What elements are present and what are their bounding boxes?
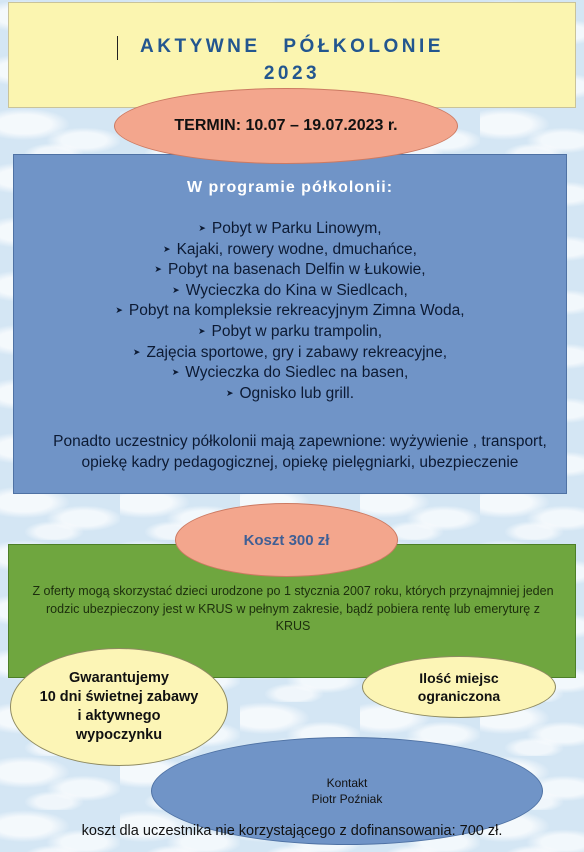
guarantee-line-3: i aktywnego [77,708,161,724]
eligibility-text: Z oferty mogą skorzystać dzieci urodzone po 1 stycznia 2007 roku, których przynajmniej jeden rodzic ubezpieczony jest w KRUS w pełnym zakresie, bądź pobiera rentę lub emeryturę z KRUS [32,584,554,633]
program-item-label: Wycieczka do Kina w Siedlcach, [185,281,408,299]
program-list [14,218,566,403]
program-item [14,280,566,301]
contact-name: Piotr Poźniak [311,792,383,806]
program-item [14,383,566,404]
title-line-1: AKTYWNE PÓŁKOLONIE [140,36,444,57]
program-item [14,300,566,321]
term-text: TERMIN: 10.07 – 19.07.2023 r. [174,117,398,134]
program-item [14,362,566,383]
places-line-1: Ilość miejsc [419,670,499,686]
program-heading: W programie półkolonii: [186,179,394,196]
arrow-bullet-icon: ➤ [198,223,206,233]
arrow-bullet-icon: ➤ [115,305,123,316]
program-item-label: Kajaki, rowery wodne, dmuchańce, [176,240,417,258]
cost-text: Koszt 300 zł [243,531,330,549]
program-panel [13,154,567,494]
cost-badge [175,503,398,577]
footer-note: koszt dla uczestnika nie korzystającego z dofinansowania: 700 zł. [81,823,503,839]
arrow-bullet-icon: ➤ [197,325,206,336]
places-badge [362,656,556,718]
arrow-bullet-icon: ➤ [171,367,180,378]
guarantee-line-1: Gwarantujemy [69,670,169,686]
program-note: Ponadto uczestnicy półkolonii mają zapewnione: wyżywienie , transport, opiekę kadry pedagogicznej, opiekę pielęgniarki, ubezpieczenie [53,433,547,471]
arrow-bullet-icon: ➤ [154,264,162,275]
guarantee-badge [10,648,228,766]
program-item-label: Wycieczka do Siedlec na basen, [185,364,409,382]
places-line-2: ograniczona [417,688,501,704]
title-line-2: 2023 [263,63,321,84]
program-item-label: Pobyt na basenach Delfin w Łukowie, [167,261,426,279]
arrow-bullet-icon: ➤ [163,243,171,254]
program-item-label: Zajęcia sportowe, gry i zabawy rekreacyjne, [146,343,448,361]
program-item [14,259,566,280]
guarantee-line-2: 10 dni świetnej zabawy [39,689,199,705]
program-item-label: Pobyt w parku trampolin, [211,322,383,340]
arrow-bullet-icon: ➤ [225,387,234,398]
contact-label: Kontakt [326,776,368,790]
program-item [14,342,566,363]
program-item [14,321,566,342]
arrow-bullet-icon: ➤ [132,346,141,357]
text-cursor [117,36,118,60]
term-badge [114,88,458,164]
guarantee-line-4: wypoczynku [75,727,163,743]
program-item-label: Pobyt w Parku Linowym, [211,220,382,237]
arrow-bullet-icon: ➤ [172,284,180,295]
program-item-label: Pobyt na kompleksie rekreacyjnym Zimna Woda, [128,302,465,320]
program-item-label: Ognisko lub grill. [239,384,355,402]
program-item [14,218,566,239]
program-item [14,239,566,260]
